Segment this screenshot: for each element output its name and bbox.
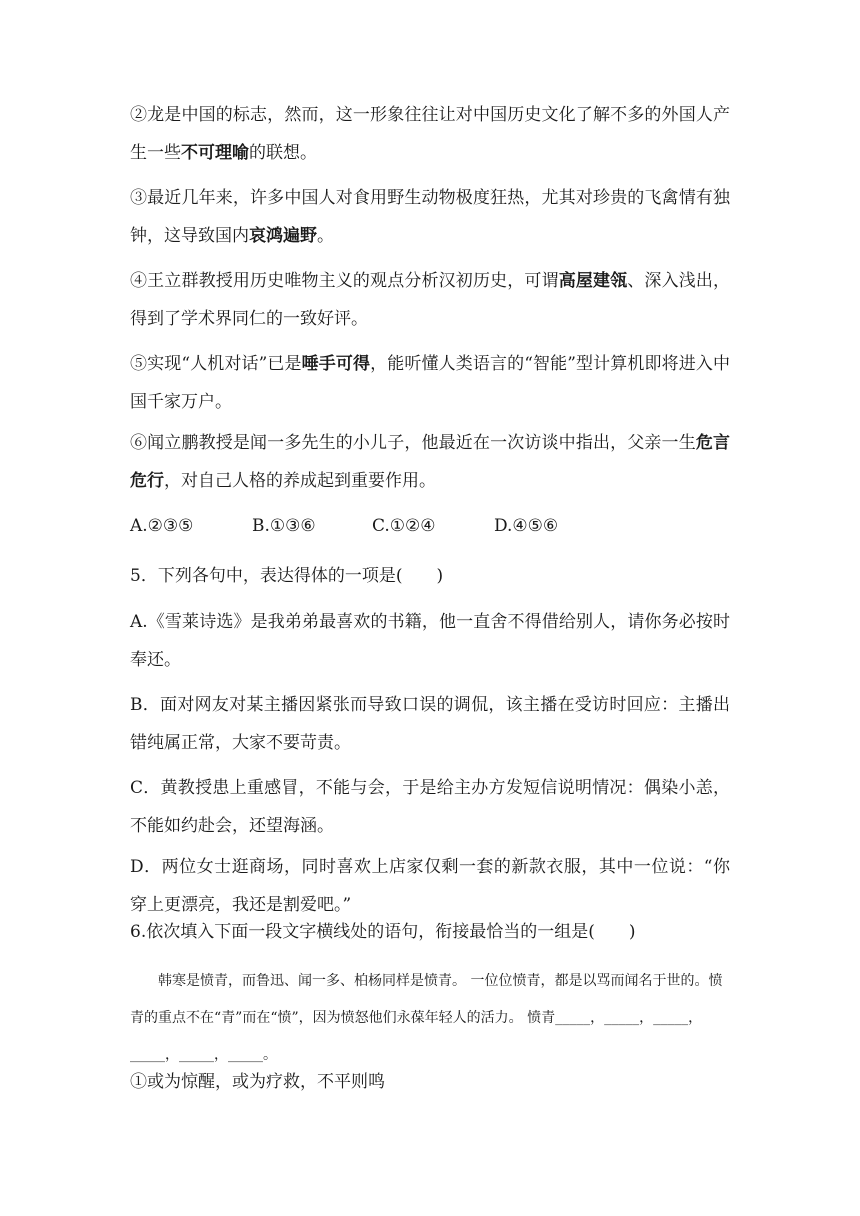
q5-option-a: A.《雪莱诗选》是我弟弟最喜欢的书籍，他一直舍不得借给别人，请你务必按时奉还。 [130, 612, 730, 670]
q4-item-5 [130, 345, 730, 421]
q4-item-5-idiom: 唾手可得 [301, 354, 371, 374]
q4-item-5-text-end: ，能听懂人类语言的“智能”型计算机即将进入中国千家万户。 [130, 354, 730, 412]
q4-item-5-text: ⑤实现“人机对话”已是 [130, 354, 302, 374]
q4-item-4-text: ④王立群教授用历史唯物主义的观点分析汉初历史，可谓 [130, 271, 559, 291]
q4-option-b: B.①③⑥ [252, 516, 316, 536]
q4-item-6-text-end: ，对自己人格的养成起到重要作用。 [164, 471, 436, 491]
q5-option-d: D．两位女士逛商场，同时喜欢上店家仅剩一套的新款衣服，其中一位说：“你穿上更漂亮，我还是割爱吧。” [130, 857, 730, 915]
q4-options [130, 507, 558, 545]
q6-passage: 韩寒是愤青，而鲁迅、闻一多、柏杨同样是愤青。 一位位愤青，都是以骂而闻名于世的。愤青的重点不在“青”而在“愤”，因为愤怒他们永葆年轻人的活力。 愤青_____，_____，_____， _____，_____，_____。 [130, 973, 723, 1063]
q4-item-6-idiom: 危言危行 [130, 433, 731, 491]
q4-item-6 [130, 424, 730, 500]
q4-item-4 [130, 262, 730, 338]
q4-item-4-text-end: 、深入浅出，得到了学术界同仁的一致好评。 [130, 271, 731, 329]
q6-item-1: ①或为惊醒，或为疗救，不平则鸣 [130, 1072, 385, 1092]
q4-item-2-text: ②龙是中国的标志，然而，这一形象往往让对中国历史文化了解不多的外国人产生一些 [130, 105, 730, 163]
q4-item-3-text: ③最近几年来，许多中国人对食用野生动物极度狂热，尤其对珍贵的飞禽情有独钟，这导致国内 [130, 188, 730, 246]
q4-item-6-text: ⑥闻立鹏教授是闻一多先生的小儿子，他最近在一次访谈中指出，父亲一生 [130, 433, 696, 453]
q5-stem: 5．下列各句中，表达得体的一项是( ) [130, 566, 444, 586]
q4-option-a: A.②③⑤ [130, 516, 194, 536]
q4-item-4-idiom: 高屋建瓴 [558, 271, 628, 291]
q4-item-3-idiom: 哀鸿遍野 [249, 226, 317, 246]
q5-option-c: C．黄教授患上重感冒，不能与会，于是给主办方发短信说明情况：偶染小恙，不能如约赴会，还望海涵。 [130, 778, 730, 836]
q5-option-b: B．面对网友对某主播因紧张而导致口误的调侃，该主播在受访时回应：主播出错纯属正常，大家不要苛责。 [130, 695, 730, 753]
q4-item-3-text-end: 。 [317, 226, 334, 246]
q4-item-2-idiom: 不可理喻 [181, 143, 249, 163]
q4-item-2-text-end: 的联想。 [249, 143, 317, 163]
q6-stem: 6.依次填入下面一段文字横线处的语句，衔接最恰当的一组是( ) [130, 922, 636, 942]
q4-option-c: C.①②④ [372, 516, 436, 536]
q4-item-3 [130, 179, 730, 255]
q4-option-d: D.④⑤⑥ [494, 516, 559, 536]
q4-item-2 [130, 96, 730, 172]
